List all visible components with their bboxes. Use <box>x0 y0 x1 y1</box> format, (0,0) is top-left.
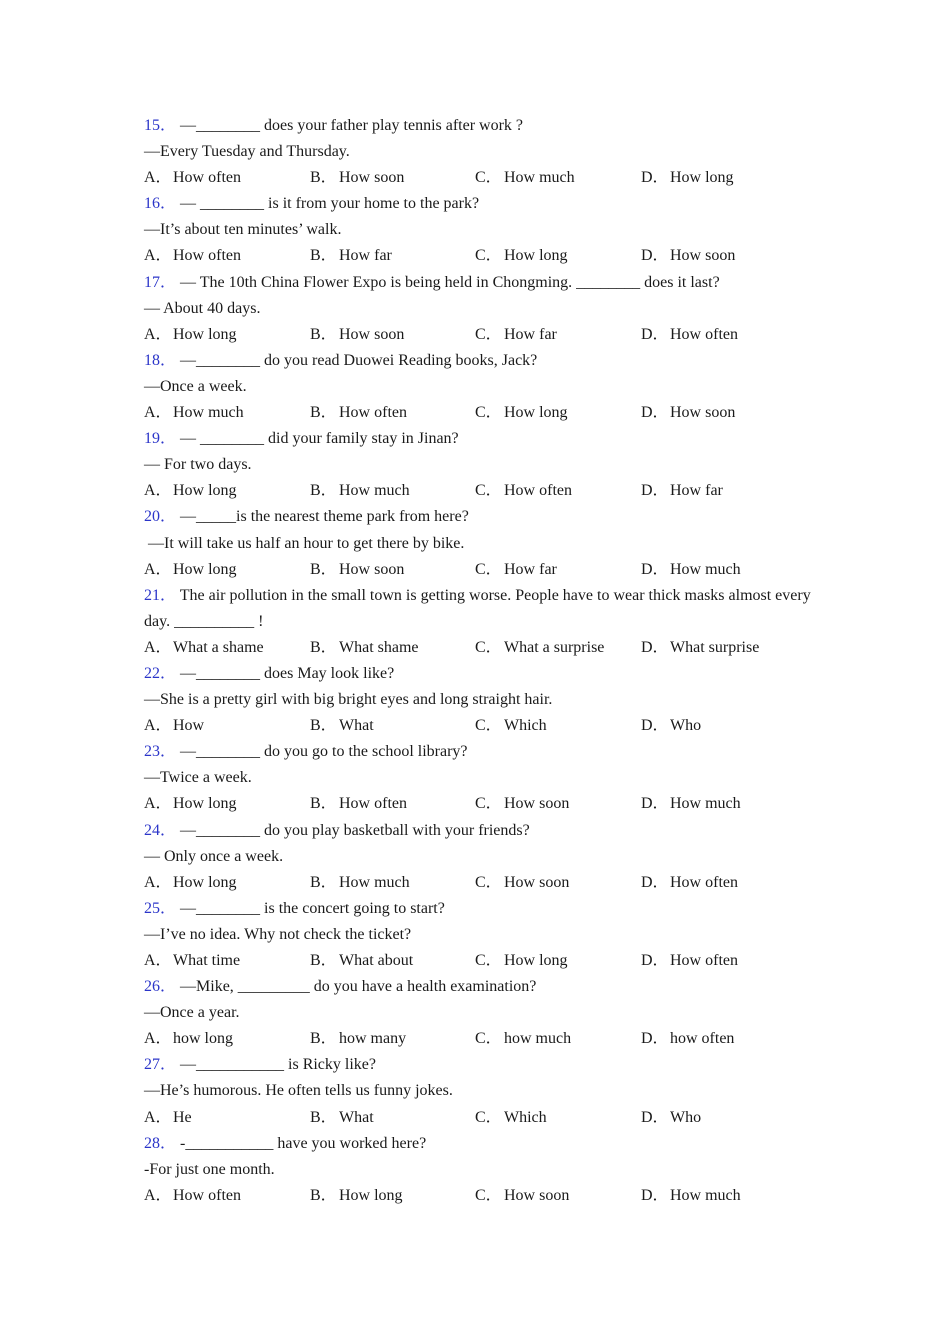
option-letter: B． <box>310 404 337 422</box>
option-text: How often <box>504 482 572 500</box>
question-number: 28． <box>144 1134 177 1152</box>
option-text: What a shame <box>173 638 264 656</box>
option-letter: D． <box>641 325 669 343</box>
option-a[interactable] <box>144 1026 233 1052</box>
option-c[interactable] <box>475 1183 569 1209</box>
option-a[interactable] <box>144 165 241 191</box>
option-a[interactable] <box>144 948 240 974</box>
option-b[interactable] <box>310 791 407 817</box>
question-number: 16． <box>144 195 177 213</box>
question-text: —________ do you read Duowei Reading books, Jack? <box>180 351 538 369</box>
question-number: 27． <box>144 1056 177 1074</box>
option-text: How soon <box>504 873 570 891</box>
question-text: — ________ is it from your home to the park? <box>180 195 480 213</box>
option-letter: A． <box>144 873 172 891</box>
question-number: 19． <box>144 430 177 448</box>
option-text: How much <box>339 873 410 891</box>
option-text: How long <box>504 404 568 422</box>
option-a[interactable] <box>144 1183 241 1209</box>
option-d[interactable] <box>641 713 701 739</box>
question-item <box>144 113 824 191</box>
option-a[interactable] <box>144 322 237 348</box>
option-letter: B． <box>310 717 337 735</box>
option-text: How far <box>339 247 392 265</box>
option-row <box>144 243 824 269</box>
option-d[interactable] <box>641 1026 734 1052</box>
option-letter: B． <box>310 873 337 891</box>
option-letter: C． <box>475 717 502 735</box>
question-number: 21． <box>144 586 177 604</box>
option-letter: C． <box>475 638 502 656</box>
option-c[interactable] <box>475 243 568 269</box>
question-item <box>144 191 824 269</box>
question-item <box>144 583 824 661</box>
option-a[interactable] <box>144 478 237 504</box>
question-response: —I’ve no idea. Why not check the ticket? <box>144 925 412 943</box>
option-c[interactable] <box>475 713 547 739</box>
question-response: —It’s about ten minutes’ walk. <box>144 221 342 239</box>
option-text: How much <box>173 404 244 422</box>
option-d[interactable] <box>641 1183 741 1209</box>
option-a[interactable] <box>144 1105 192 1131</box>
option-row <box>144 1026 824 1052</box>
question-text: —________ do you go to the school library? <box>180 743 468 761</box>
option-text: How long <box>504 247 568 265</box>
option-letter: A． <box>144 952 172 969</box>
option-text: How soon <box>339 325 405 343</box>
option-letter: C． <box>475 169 502 187</box>
option-d[interactable] <box>641 478 723 504</box>
option-letter: D． <box>641 1030 669 1048</box>
option-d[interactable] <box>641 322 738 348</box>
option-letter: C． <box>475 952 502 969</box>
question-item <box>144 896 824 974</box>
question-stem <box>144 1131 824 1157</box>
option-row <box>144 557 824 583</box>
option-c[interactable] <box>475 870 569 896</box>
option-letter: C． <box>475 325 502 343</box>
option-text: What surprise <box>670 638 760 656</box>
option-a[interactable] <box>144 791 237 817</box>
option-text: How often <box>670 873 738 891</box>
option-text: How long <box>173 325 237 343</box>
option-text: Who <box>670 1108 702 1126</box>
option-letter: A． <box>144 717 172 735</box>
option-letter: C． <box>475 482 502 500</box>
option-letter: B． <box>310 169 337 187</box>
option-letter: D． <box>641 873 669 891</box>
option-row <box>144 400 824 426</box>
option-letter: B． <box>310 1030 337 1048</box>
question-text: —Mike, _________ do you have a health examination? <box>180 978 537 996</box>
option-text: How soon <box>504 1186 570 1204</box>
option-letter: C． <box>475 1186 502 1204</box>
option-letter: A． <box>144 1186 172 1204</box>
question-text: —_____is the nearest theme park from here? <box>180 508 469 526</box>
option-text: How much <box>670 560 741 578</box>
option-text: How long <box>173 873 237 891</box>
question-text: -___________ have you worked here? <box>180 1134 427 1152</box>
option-c[interactable] <box>475 791 569 817</box>
option-letter: D． <box>641 560 669 578</box>
option-text: What shame <box>339 638 419 656</box>
option-text: How much <box>670 1186 741 1204</box>
question-response: —Once a year. <box>144 1004 240 1022</box>
option-letter: A． <box>144 1108 172 1126</box>
option-text: How long <box>339 1186 403 1204</box>
option-text: How soon <box>339 169 405 187</box>
option-letter: D． <box>641 247 669 265</box>
question-number: 23． <box>144 743 177 761</box>
option-a[interactable] <box>144 557 237 583</box>
question-response: — For two days. <box>144 456 252 474</box>
option-a[interactable] <box>144 870 237 896</box>
option-d[interactable] <box>641 243 735 269</box>
option-d[interactable] <box>641 791 741 817</box>
option-text: How long <box>504 952 568 969</box>
option-b[interactable] <box>310 948 413 974</box>
question-response: -For just one month. <box>144 1160 275 1178</box>
option-row <box>144 478 824 504</box>
option-text: how many <box>339 1030 407 1048</box>
question-text: —________ is the concert going to start? <box>180 899 445 917</box>
question-stem <box>144 113 824 139</box>
question-stem <box>144 348 824 374</box>
question-stem <box>144 191 824 217</box>
option-text: How soon <box>504 795 570 813</box>
option-text: How often <box>339 795 407 813</box>
option-letter: B． <box>310 325 337 343</box>
option-letter: B． <box>310 952 337 969</box>
question-text: —________ do you play basketball with your friends? <box>180 821 530 839</box>
option-b[interactable] <box>310 478 410 504</box>
question-number: 15． <box>144 117 177 134</box>
question-item <box>144 348 824 426</box>
option-text: How soon <box>670 247 736 265</box>
option-letter: A． <box>144 247 172 265</box>
option-text: How far <box>504 560 557 578</box>
option-letter: A． <box>144 638 172 656</box>
question-stem <box>144 504 824 530</box>
option-c[interactable] <box>475 478 572 504</box>
option-c[interactable] <box>475 1026 571 1052</box>
option-letter: B． <box>310 247 337 265</box>
option-row <box>144 791 824 817</box>
question-response: —Twice a week. <box>144 769 252 787</box>
option-letter: B． <box>310 1108 337 1126</box>
option-text: How much <box>670 795 741 813</box>
option-c[interactable] <box>475 1105 547 1131</box>
option-letter: C． <box>475 795 502 813</box>
option-d[interactable] <box>641 400 735 426</box>
option-letter: A． <box>144 169 172 187</box>
question-number: 25． <box>144 899 177 917</box>
option-letter: D． <box>641 169 669 187</box>
option-a[interactable] <box>144 243 241 269</box>
option-b[interactable] <box>310 713 374 739</box>
option-letter: D． <box>641 404 669 422</box>
option-text: Which <box>504 1108 547 1126</box>
option-row <box>144 1183 824 1209</box>
question-text: —________ does your father play tennis after work ? <box>180 117 524 134</box>
question-stem <box>144 818 824 844</box>
option-text: What a surprise <box>504 638 605 656</box>
option-text: How long <box>173 795 237 813</box>
question-stem <box>144 1052 824 1078</box>
option-c[interactable] <box>475 400 568 426</box>
option-letter: B． <box>310 560 337 578</box>
option-text: How often <box>339 404 407 422</box>
question-response: —Every Tuesday and Thursday. <box>144 143 350 161</box>
option-letter: A． <box>144 1030 172 1048</box>
question-item <box>144 1052 824 1130</box>
option-text: How much <box>339 482 410 500</box>
option-a[interactable] <box>144 400 244 426</box>
option-letter: C． <box>475 560 502 578</box>
option-letter: C． <box>475 1030 502 1048</box>
option-text: How far <box>504 325 557 343</box>
option-letter: B． <box>310 638 337 656</box>
option-letter: A． <box>144 560 172 578</box>
option-b[interactable] <box>310 322 404 348</box>
option-row <box>144 713 824 739</box>
option-row <box>144 870 824 896</box>
question-response: —Once a week. <box>144 377 247 395</box>
option-b[interactable] <box>310 1183 403 1209</box>
option-letter: D． <box>641 717 669 735</box>
option-letter: A． <box>144 482 172 500</box>
option-letter: D． <box>641 1108 669 1126</box>
option-b[interactable] <box>310 1026 406 1052</box>
option-letter: B． <box>310 482 337 500</box>
option-d[interactable] <box>641 165 734 191</box>
question-item <box>144 270 824 348</box>
option-b[interactable] <box>310 635 419 661</box>
option-text: How often <box>173 247 241 265</box>
option-d[interactable] <box>641 635 759 661</box>
question-number: 20． <box>144 508 177 526</box>
question-number: 17． <box>144 273 177 291</box>
option-row <box>144 948 824 974</box>
option-letter: A． <box>144 404 172 422</box>
option-b[interactable] <box>310 870 410 896</box>
question-response: —She is a pretty girl with big bright eyes and long straight hair. <box>144 691 553 709</box>
question-text: The air pollution in the small town is getting worse. People have to wear thick masks almost every day. __________ ! <box>144 586 811 630</box>
option-text: How <box>173 717 205 735</box>
question-response: — About 40 days. <box>144 299 261 317</box>
option-text: How often <box>173 169 241 187</box>
question-item <box>144 504 824 582</box>
option-text: How soon <box>670 404 736 422</box>
option-c[interactable] <box>475 322 557 348</box>
option-letter: D． <box>641 482 669 500</box>
option-text: How often <box>670 325 738 343</box>
question-number: 22． <box>144 664 177 682</box>
question-stem <box>144 583 824 635</box>
option-text: He <box>173 1108 192 1126</box>
option-text: What <box>339 717 374 735</box>
option-letter: A． <box>144 795 172 813</box>
option-text: how much <box>504 1030 572 1048</box>
question-item <box>144 661 824 739</box>
question-text: — The 10th China Flower Expo is being held in Chongming. ________ does it last? <box>180 273 720 291</box>
option-d[interactable] <box>641 1105 701 1131</box>
option-text: What <box>339 1108 374 1126</box>
question-item <box>144 974 824 1052</box>
option-letter: C． <box>475 873 502 891</box>
question-item <box>144 818 824 896</box>
question-stem <box>144 974 824 1000</box>
option-text: How often <box>173 1186 241 1204</box>
question-list <box>144 113 824 1209</box>
question-stem <box>144 270 824 296</box>
option-text: Which <box>504 717 547 735</box>
option-letter: C． <box>475 404 502 422</box>
option-letter: D． <box>641 638 669 656</box>
option-b[interactable] <box>310 1105 374 1131</box>
option-letter: C． <box>475 247 502 265</box>
option-text: What time <box>173 952 241 969</box>
option-c[interactable] <box>475 165 575 191</box>
question-text: —________ does May look like? <box>180 664 395 682</box>
question-stem <box>144 661 824 687</box>
option-row <box>144 1105 824 1131</box>
option-text: How soon <box>339 560 405 578</box>
option-letter: B． <box>310 795 337 813</box>
option-text: how often <box>670 1030 735 1048</box>
question-item <box>144 426 824 504</box>
option-d[interactable] <box>641 948 738 974</box>
option-d[interactable] <box>641 870 738 896</box>
option-letter: A． <box>144 325 172 343</box>
option-text: how long <box>173 1030 233 1048</box>
option-b[interactable] <box>310 557 404 583</box>
question-response: —He’s humorous. He often tells us funny jokes. <box>144 1082 453 1100</box>
question-stem <box>144 739 824 765</box>
option-a[interactable] <box>144 635 264 661</box>
option-text: How far <box>670 482 723 500</box>
option-letter: D． <box>641 795 669 813</box>
option-c[interactable] <box>475 948 568 974</box>
question-item <box>144 739 824 817</box>
option-text: Who <box>670 717 702 735</box>
question-text: — ________ did your family stay in Jinan? <box>180 430 459 448</box>
option-c[interactable] <box>475 635 604 661</box>
option-row <box>144 635 824 661</box>
option-text: What about <box>339 952 414 969</box>
question-number: 26． <box>144 978 177 996</box>
question-text: —___________ is Ricky like? <box>180 1056 376 1074</box>
option-letter: C． <box>475 1108 502 1126</box>
option-b[interactable] <box>310 243 392 269</box>
option-d[interactable] <box>641 557 741 583</box>
option-text: How much <box>504 169 575 187</box>
question-stem <box>144 896 824 922</box>
option-text: How often <box>670 952 738 969</box>
option-text: How long <box>670 169 734 187</box>
option-c[interactable] <box>475 557 557 583</box>
option-letter: B． <box>310 1186 337 1204</box>
question-response: — Only once a week. <box>144 847 284 865</box>
option-b[interactable] <box>310 165 404 191</box>
option-row <box>144 322 824 348</box>
option-b[interactable] <box>310 400 407 426</box>
option-text: How long <box>173 560 237 578</box>
question-stem <box>144 426 824 452</box>
option-letter: D． <box>641 952 669 969</box>
question-item <box>144 1131 824 1209</box>
option-a[interactable] <box>144 713 204 739</box>
option-text: How long <box>173 482 237 500</box>
question-number: 24． <box>144 821 177 839</box>
question-number: 18． <box>144 351 177 369</box>
option-row <box>144 165 824 191</box>
question-response: —It will take us half an hour to get there by bike. <box>144 534 465 552</box>
option-letter: D． <box>641 1186 669 1204</box>
